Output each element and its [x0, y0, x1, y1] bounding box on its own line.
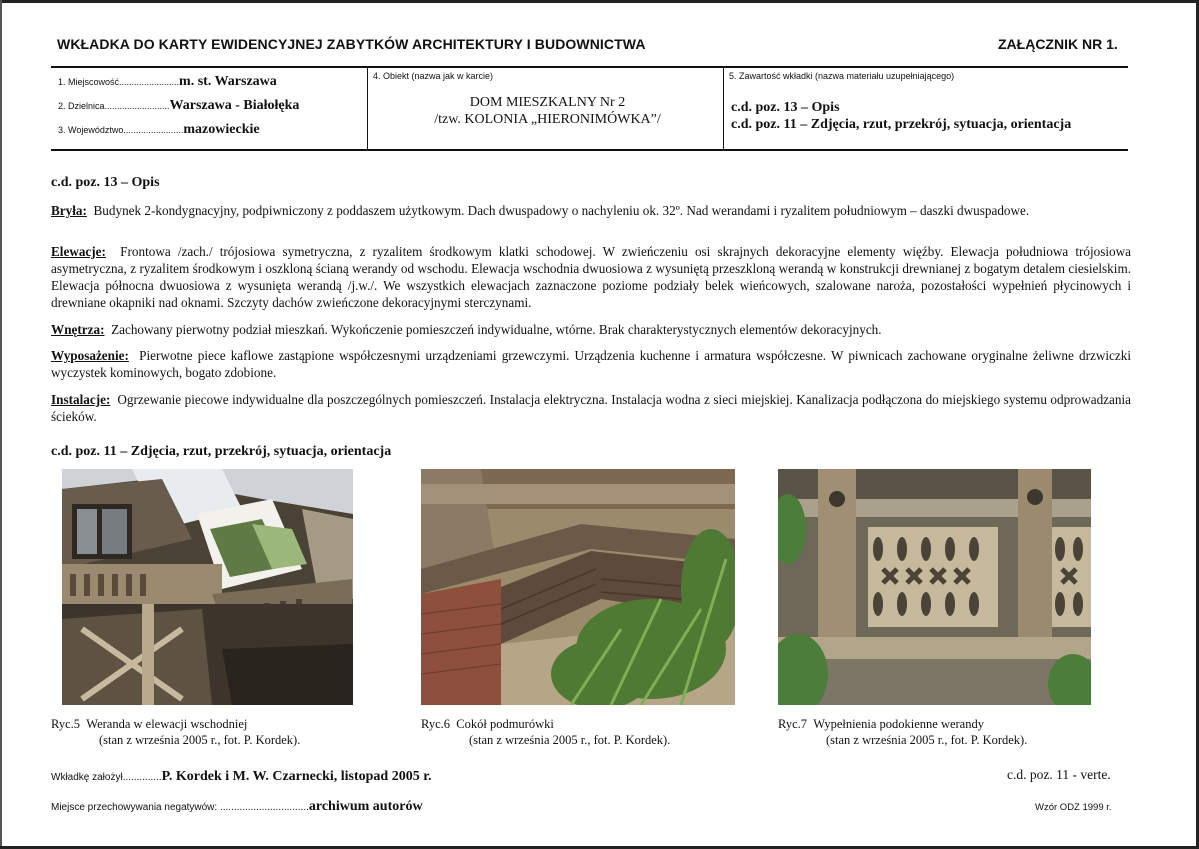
dots: .............. — [122, 772, 162, 783]
paragraph-bryla — [51, 202, 1131, 219]
caption-credit: (stan z września 2005 r., fot. P. Kordek). — [826, 733, 1028, 747]
caption-number: Ryc.5 — [51, 717, 81, 731]
photo-veranda-infill — [778, 469, 1091, 705]
paragraph-text: Frontowa /zach./ trójosiowa symetryczna, z ryzalitem środkowym klatki schodowej. W zwieńczeniu osi skrajnych dekoracyjne elementy więźby. Elewacja południowa trójosiowa asymetryczna, z ryzalitem środkowym i oszkloną ścianą werandy od wschodu. Elewacja wschodnia dwuosiowa z wysuniętą przeszkloną werandą w konstrukcji drewnianej z bogatym detalem ciesielskim. Elewacja północna dwuosiowa z wysunięta werandą /j.w./. We wszystkich elewacjach zaznaczone poziome podziały belek wieńcowych, szalowane naroża, pozostałości wypełnień płycinowych i drewniane okapniki nad oknami. Szczyty dachów zwieńczone dekoracyjnymi sterczynami. — [51, 244, 1132, 310]
paragraph-text: Ogrzewanie piecowe indywidualne dla poszczególnych pomieszczeń. Instalacja elektryczna. Instalacja wodna z sieci miejskiej. Kanalizacja podłączona do miejskiego systemu odprowadzania ścieków. — [51, 392, 1131, 424]
negatives-value: archiwum autorów — [308, 799, 423, 814]
founded-by-row — [51, 767, 432, 785]
photo-plinth — [421, 469, 735, 705]
district-label: 2. Dzielnica — [58, 101, 105, 111]
object-name-line2: /tzw. KOLONIA „HIERONIMÓWKA”/ — [434, 112, 661, 127]
contents-line2: c.d. poz. 11 – Zdjęcia, rzut, przekrój, sytuacja, orientacja — [731, 117, 1072, 132]
term-label: Elewacje: — [51, 244, 106, 259]
object-label: 4. Obiekt (nazwa jak w karcie) — [373, 71, 494, 81]
locality-value: m. st. Warszawa — [179, 74, 277, 89]
founded-label: Wkładkę założył — [51, 772, 123, 783]
object-name — [371, 94, 724, 128]
caption-number: Ryc.6 — [421, 717, 451, 731]
voivodeship-row — [58, 120, 260, 138]
district-value: Warszawa - Białołęka — [169, 98, 300, 113]
negatives-storage-row — [51, 797, 423, 815]
caption-number: Ryc.7 — [778, 717, 808, 731]
paragraph-elewacje — [51, 243, 1131, 311]
term-label: Wnętrza: — [51, 322, 105, 337]
caption-title: Weranda w elewacji wschodniej — [86, 717, 248, 731]
border-left — [0, 0, 2, 849]
paragraph-wyposazenie — [51, 347, 1131, 381]
caption-ryc5 — [51, 716, 300, 748]
contents-label: 5. Zawartość wkładki (nazwa materiału uzupełniającego) — [729, 71, 955, 81]
annex-number: ZAŁĄCZNIK NR 1. — [998, 36, 1118, 52]
term-label: Wyposażenie: — [51, 348, 129, 363]
photo-veranda-east — [62, 469, 353, 705]
contents-list — [731, 99, 1071, 133]
description-heading: c.d. poz. 13 – Opis — [51, 175, 160, 190]
header-table — [51, 66, 1128, 151]
term-label: Instalacje: — [51, 392, 111, 407]
paragraph-instalacje — [51, 391, 1131, 425]
paragraph-wnetrza — [51, 321, 1131, 338]
voivodeship-value: mazowieckie — [183, 122, 260, 137]
caption-title: Cokół podmurówki — [456, 717, 554, 731]
document-title: WKŁADKA DO KARTY EWIDENCYJNEJ ZABYTKÓW ARCHITEKTURY I BUDOWNICTWA — [57, 36, 646, 52]
paragraph-text: Budynek 2-kondygnacyjny, podpiwniczony z poddaszem użytkowym. Dach dwuspadowy o nachyleniu ok. 32º. Nad werandami i ryzalitem południowym – daszki dwuspadowe. — [93, 203, 1030, 218]
border-top — [0, 0, 1199, 3]
paragraph-text: Pierwotne piece kaflowe zastąpione współczesnymi urządzeniami grzewczymi. Urządzenia kuchenne i armatura współczesne. W piwnicach zachowane oryginalne żeliwne drzwiczki wyczystek kominowych, bogato zdobione. — [51, 348, 1131, 380]
caption-credit: (stan z września 2005 r., fot. P. Kordek). — [469, 733, 671, 747]
dots: .......................... — [104, 101, 170, 111]
negatives-label: Miejsce przechowywania negatywów: — [51, 802, 218, 813]
caption-credit: (stan z września 2005 r., fot. P. Kordek). — [99, 733, 301, 747]
verso-note: c.d. poz. 11 - verte. — [1007, 767, 1111, 782]
contents-line1: c.d. poz. 13 – Opis — [731, 100, 840, 115]
dots: ................................ — [217, 802, 309, 813]
caption-title: Wypełnienia podokienne werandy — [813, 717, 984, 731]
locality-label: 1. Miejscowość — [58, 77, 120, 87]
voivodeship-label: 3. Województwo — [58, 125, 124, 135]
locality-row — [58, 72, 277, 90]
form-template-id: Wzór ODZ 1999 r. — [1035, 802, 1112, 813]
district-row — [58, 96, 299, 114]
term-label: Bryła: — [51, 203, 87, 218]
caption-ryc6 — [421, 716, 670, 748]
photos-heading: c.d. poz. 11 – Zdjęcia, rzut, przekrój, sytuacja, orientacja — [51, 444, 392, 459]
column-divider — [367, 68, 368, 149]
paragraph-text: Zachowany pierwotny podział mieszkań. Wykończenie pomieszczeń indywidualne, wtórne. Brak charakterystycznych elementów dekoracyjnych. — [111, 322, 882, 337]
dots: ........................ — [119, 77, 180, 87]
object-name-line1: DOM MIESZKALNY Nr 2 — [469, 95, 626, 110]
dots: ........................ — [123, 125, 184, 135]
founded-value: P. Kordek i M. W. Czarnecki, listopad 2005 r. — [161, 769, 432, 784]
caption-ryc7 — [778, 716, 1027, 748]
